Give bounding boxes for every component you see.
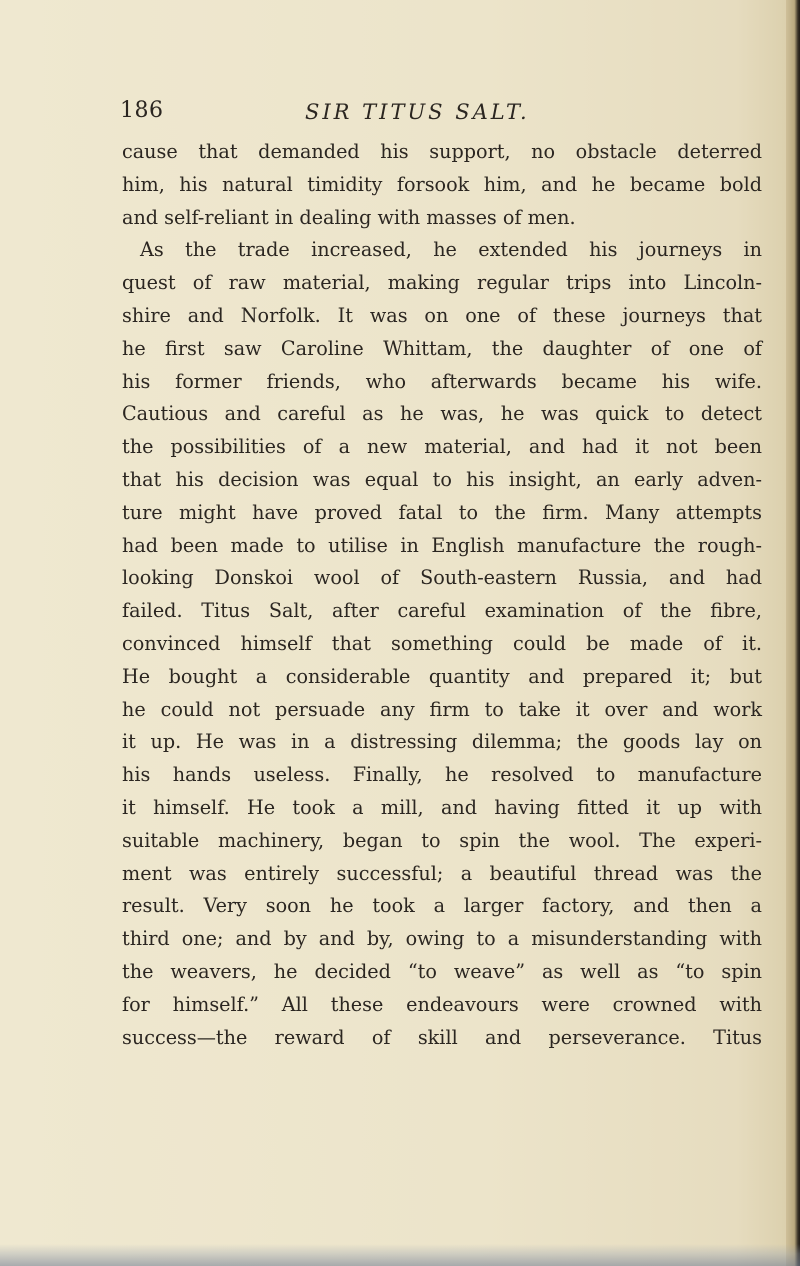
page-number: 186: [120, 98, 164, 123]
text-line: it up. He was in a distressing dilemma; the goods lay on: [122, 730, 762, 754]
page-bottom-shadow: [0, 1244, 800, 1266]
page-header: [0, 92, 800, 132]
text-line: he could not persuade any firm to take it over and work: [122, 697, 762, 721]
text-line: looking Donskoi wool of South-eastern Russia, and had: [122, 566, 762, 590]
text-line: he first saw Caroline Whittam, the daughter of one of: [122, 336, 762, 360]
text-line: cause that demanded his support, no obstacle deterred: [122, 140, 762, 163]
text-line: Cautious and careful as he was, he was quick to detect: [122, 402, 762, 426]
text-line: ture might have proved fatal to the firm. Many attempts: [122, 500, 762, 524]
text-line: his former friends, who afterwards became his wife.: [122, 369, 762, 393]
text-line: shire and Norfolk. It was on one of these journeys that: [122, 303, 762, 327]
body-text: [122, 136, 762, 1054]
text-line: suitable machinery, began to spin the wool. The experi-: [122, 828, 762, 852]
text-line: He bought a considerable quantity and prepared it; but: [122, 664, 762, 688]
text-line: result. Very soon he took a larger factory, and then a: [122, 894, 762, 918]
text-line: for himself.” All these endeavours were crowned with: [122, 992, 762, 1016]
text-line: and self-reliant in dealing with masses of men.: [122, 205, 576, 229]
text-line: quest of raw material, making regular trips into Lincoln-: [122, 271, 762, 295]
page-edge-shadow: [786, 0, 800, 1266]
text-line: his hands useless. Finally, he resolved to manufacture: [122, 763, 762, 787]
text-line: the possibilities of a new material, and had it not been: [122, 435, 762, 459]
text-line: third one; and by and by, owing to a misunderstanding with: [122, 927, 762, 951]
text-line: ment was entirely successful; a beautiful thread was the: [122, 861, 762, 885]
text-line: had been made to utilise in English manufacture the rough-: [122, 533, 762, 557]
text-line: success—the reward of skill and perseverance. Titus: [122, 1025, 762, 1049]
text-line: him, his natural timidity forsook him, and he became bold: [122, 172, 762, 196]
running-head: SIR TITUS SALT.: [305, 100, 530, 124]
text-line: the weavers, he decided “to weave” as well as “to spin: [122, 959, 762, 983]
text-line: As the trade increased, he extended his journeys in: [140, 238, 762, 262]
text-line: that his decision was equal to his insight, an early adven-: [122, 467, 762, 491]
text-line: failed. Titus Salt, after careful examination of the fibre,: [122, 599, 762, 623]
text-line: convinced himself that something could be made of it.: [122, 631, 762, 655]
text-line: it himself. He took a mill, and having fitted it up with: [122, 795, 762, 819]
